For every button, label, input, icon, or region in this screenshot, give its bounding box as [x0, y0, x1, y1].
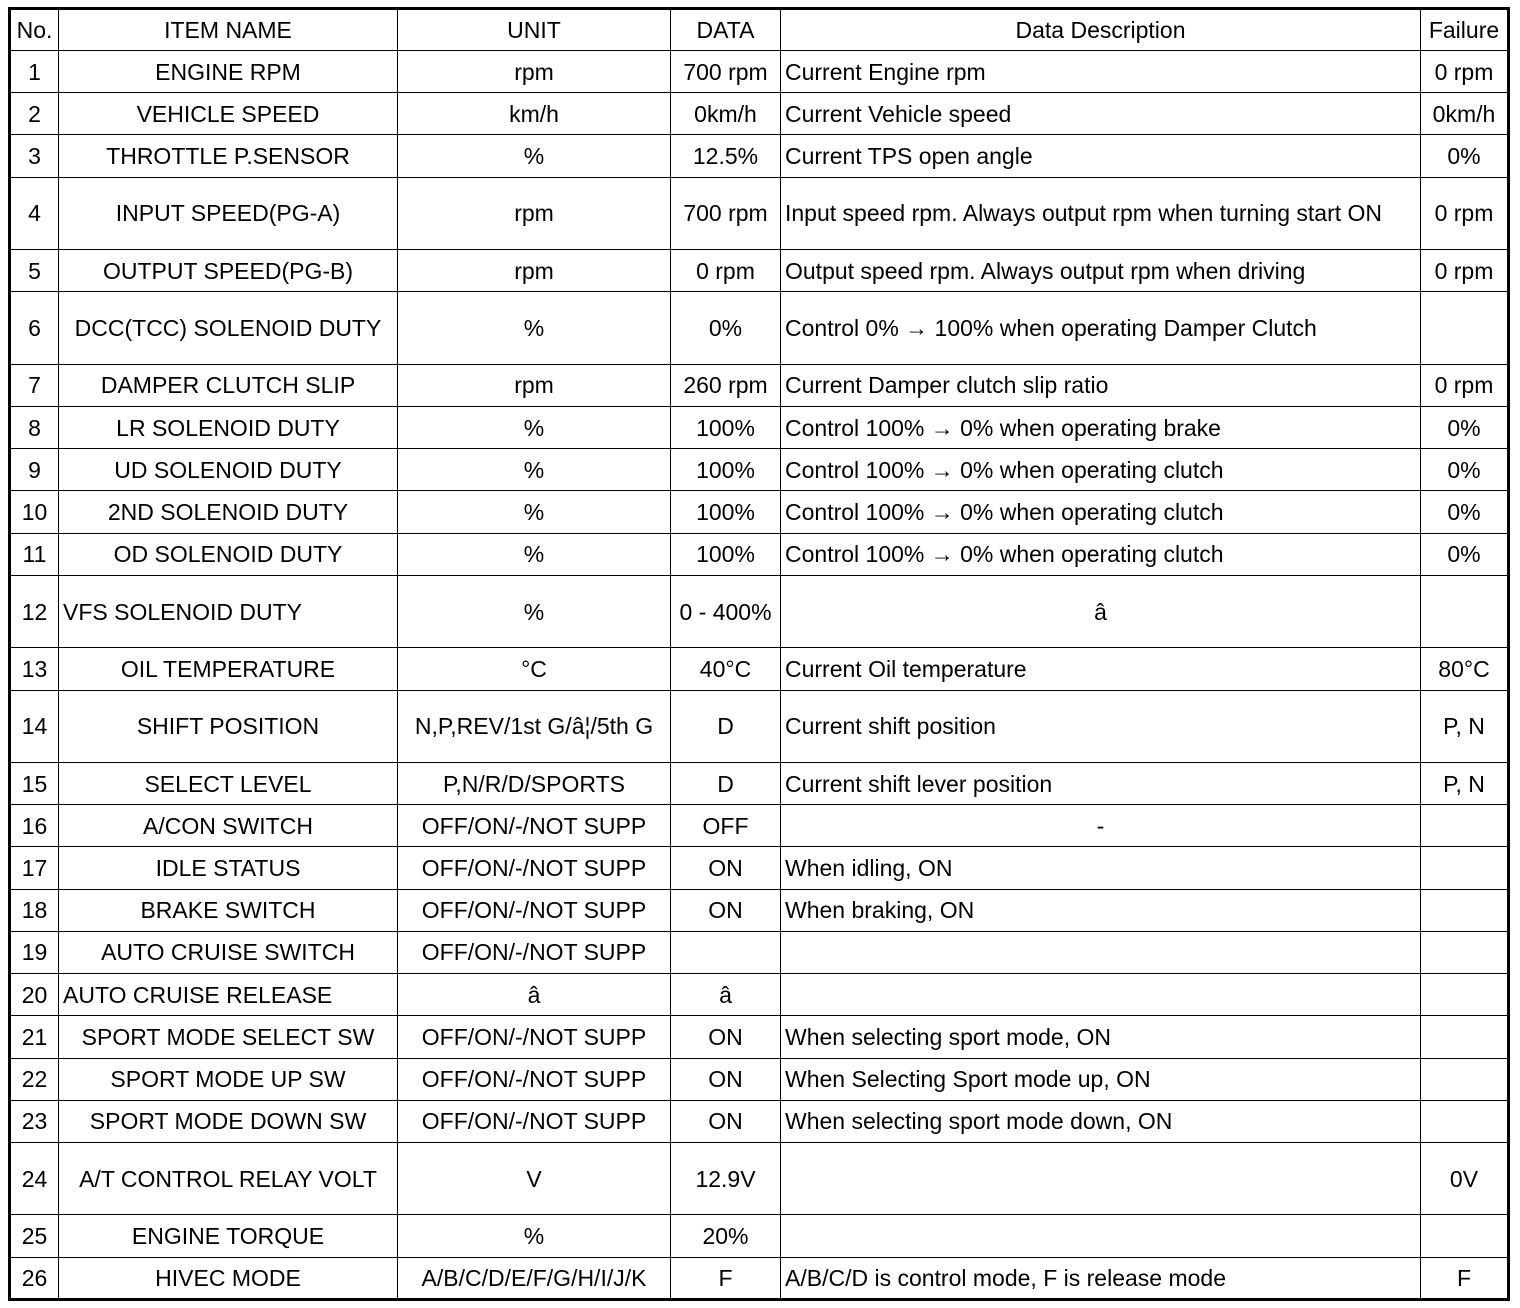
table-row — [10, 1215, 1509, 1257]
cell-item-name: SPORT MODE UP SW — [59, 1058, 398, 1100]
cell-description: Control 0% → 100% when operating Damper Clutch — [781, 292, 1421, 364]
cell-data — [671, 931, 781, 973]
cell-description: Current Engine rpm — [781, 51, 1421, 93]
cell-unit: OFF/ON/-/NOT SUPP — [398, 1016, 671, 1058]
cell-item-name: A/CON SWITCH — [59, 805, 398, 847]
header-row — [10, 9, 1509, 51]
cell-failure — [1421, 292, 1509, 364]
cell-item-name: LR SOLENOID DUTY — [59, 406, 398, 448]
cell-unit: N,P,REV/1st G/â¦/5th G — [398, 690, 671, 762]
cell-description: When selecting sport mode down, ON — [781, 1100, 1421, 1142]
cell-unit: OFF/ON/-/NOT SUPP — [398, 805, 671, 847]
cell-unit: â — [398, 974, 671, 1016]
table-row — [10, 575, 1509, 647]
cell-failure: 0% — [1421, 491, 1509, 533]
cell-no: 25 — [10, 1215, 59, 1257]
cell-failure — [1421, 805, 1509, 847]
cell-unit: V — [398, 1143, 671, 1215]
cell-description: When idling, ON — [781, 847, 1421, 889]
cell-data: ON — [671, 889, 781, 931]
cell-data: D — [671, 690, 781, 762]
cell-item-name: AUTO CRUISE SWITCH — [59, 931, 398, 973]
cell-unit: rpm — [398, 51, 671, 93]
cell-data: D — [671, 762, 781, 804]
cell-failure: 0% — [1421, 533, 1509, 575]
table-row — [10, 491, 1509, 533]
cell-unit: rpm — [398, 250, 671, 292]
cell-data: OFF — [671, 805, 781, 847]
cell-unit: % — [398, 406, 671, 448]
cell-data: 12.9V — [671, 1143, 781, 1215]
table-row — [10, 847, 1509, 889]
cell-item-name: ENGINE RPM — [59, 51, 398, 93]
cell-item-name: OUTPUT SPEED(PG-B) — [59, 250, 398, 292]
cell-unit: % — [398, 1215, 671, 1257]
cell-description: When braking, ON — [781, 889, 1421, 931]
cell-unit: rpm — [398, 364, 671, 406]
cell-unit: rpm — [398, 177, 671, 249]
cell-item-name: VEHICLE SPEED — [59, 93, 398, 135]
cell-description: When selecting sport mode, ON — [781, 1016, 1421, 1058]
cell-item-name: UD SOLENOID DUTY — [59, 449, 398, 491]
cell-no: 18 — [10, 889, 59, 931]
cell-no: 5 — [10, 250, 59, 292]
cell-item-name: DCC(TCC) SOLENOID DUTY — [59, 292, 398, 364]
table-row — [10, 364, 1509, 406]
cell-no: 12 — [10, 575, 59, 647]
cell-failure — [1421, 1215, 1509, 1257]
table-row — [10, 1257, 1509, 1299]
cell-data: ON — [671, 847, 781, 889]
cell-no: 6 — [10, 292, 59, 364]
cell-no: 4 — [10, 177, 59, 249]
cell-no: 17 — [10, 847, 59, 889]
cell-failure: 0 rpm — [1421, 177, 1509, 249]
cell-description: Current Oil temperature — [781, 648, 1421, 690]
cell-no: 1 — [10, 51, 59, 93]
table-row — [10, 889, 1509, 931]
cell-item-name: DAMPER CLUTCH SLIP — [59, 364, 398, 406]
table-row — [10, 648, 1509, 690]
cell-description: â — [781, 575, 1421, 647]
cell-failure: P, N — [1421, 762, 1509, 804]
table-row — [10, 135, 1509, 177]
table-row — [10, 406, 1509, 448]
cell-unit: OFF/ON/-/NOT SUPP — [398, 889, 671, 931]
cell-item-name: AUTO CRUISE RELEASE — [59, 974, 398, 1016]
cell-description: Control 100% → 0% when operating clutch — [781, 449, 1421, 491]
cell-description: Output speed rpm. Always output rpm when driving — [781, 250, 1421, 292]
cell-description: Current shift position — [781, 690, 1421, 762]
cell-failure: 80°C — [1421, 648, 1509, 690]
cell-unit: P,N/R/D/SPORTS — [398, 762, 671, 804]
table-row — [10, 762, 1509, 804]
cell-failure — [1421, 931, 1509, 973]
cell-description: Control 100% → 0% when operating clutch — [781, 533, 1421, 575]
cell-data: 100% — [671, 449, 781, 491]
cell-description — [781, 974, 1421, 1016]
cell-failure — [1421, 1016, 1509, 1058]
table-row — [10, 1016, 1509, 1058]
cell-description: When Selecting Sport mode up, ON — [781, 1058, 1421, 1100]
cell-item-name: HIVEC MODE — [59, 1257, 398, 1299]
cell-data: 0 rpm — [671, 250, 781, 292]
cell-no: 8 — [10, 406, 59, 448]
cell-data: 100% — [671, 406, 781, 448]
cell-data: ON — [671, 1058, 781, 1100]
cell-description: - — [781, 805, 1421, 847]
cell-data: 0% — [671, 292, 781, 364]
cell-no: 15 — [10, 762, 59, 804]
cell-data: 40°C — [671, 648, 781, 690]
cell-failure: P, N — [1421, 690, 1509, 762]
cell-failure — [1421, 847, 1509, 889]
cell-failure: 0V — [1421, 1143, 1509, 1215]
data-table — [8, 7, 1510, 1301]
cell-failure: 0 rpm — [1421, 250, 1509, 292]
cell-data: 100% — [671, 533, 781, 575]
cell-failure: 0% — [1421, 135, 1509, 177]
table-row — [10, 974, 1509, 1016]
cell-unit: °C — [398, 648, 671, 690]
cell-no: 21 — [10, 1016, 59, 1058]
cell-data: 100% — [671, 491, 781, 533]
header-failure: Failure — [1421, 9, 1509, 51]
cell-no: 13 — [10, 648, 59, 690]
table-row — [10, 250, 1509, 292]
cell-failure: 0km/h — [1421, 93, 1509, 135]
table-row — [10, 690, 1509, 762]
header-no: No. — [10, 9, 59, 51]
cell-unit: % — [398, 533, 671, 575]
cell-description: Control 100% → 0% when operating clutch — [781, 491, 1421, 533]
cell-unit: % — [398, 575, 671, 647]
cell-data: 700 rpm — [671, 51, 781, 93]
table-row — [10, 1100, 1509, 1142]
cell-item-name: INPUT SPEED(PG-A) — [59, 177, 398, 249]
cell-item-name: OD SOLENOID DUTY — [59, 533, 398, 575]
cell-data: â — [671, 974, 781, 1016]
table-row — [10, 805, 1509, 847]
cell-data: 12.5% — [671, 135, 781, 177]
cell-item-name: SHIFT POSITION — [59, 690, 398, 762]
table-row — [10, 93, 1509, 135]
header-item-name: ITEM NAME — [59, 9, 398, 51]
cell-unit: % — [398, 449, 671, 491]
cell-item-name: BRAKE SWITCH — [59, 889, 398, 931]
cell-no: 22 — [10, 1058, 59, 1100]
cell-no: 14 — [10, 690, 59, 762]
cell-failure: 0 rpm — [1421, 51, 1509, 93]
cell-item-name: 2ND SOLENOID DUTY — [59, 491, 398, 533]
cell-description: Current TPS open angle — [781, 135, 1421, 177]
header-unit: UNIT — [398, 9, 671, 51]
cell-description: A/B/C/D is control mode, F is release mode — [781, 1257, 1421, 1299]
cell-data: ON — [671, 1016, 781, 1058]
cell-data: 0km/h — [671, 93, 781, 135]
cell-data: 0 - 400% — [671, 575, 781, 647]
cell-no: 20 — [10, 974, 59, 1016]
cell-item-name: SPORT MODE DOWN SW — [59, 1100, 398, 1142]
cell-item-name: A/T CONTROL RELAY VOLT — [59, 1143, 398, 1215]
header-data: DATA — [671, 9, 781, 51]
cell-failure — [1421, 575, 1509, 647]
cell-description: Current Vehicle speed — [781, 93, 1421, 135]
cell-no: 23 — [10, 1100, 59, 1142]
cell-no: 9 — [10, 449, 59, 491]
table-row — [10, 449, 1509, 491]
cell-description: Current shift lever position — [781, 762, 1421, 804]
cell-item-name: IDLE STATUS — [59, 847, 398, 889]
cell-item-name: VFS SOLENOID DUTY — [59, 575, 398, 647]
cell-no: 3 — [10, 135, 59, 177]
cell-failure: F — [1421, 1257, 1509, 1299]
cell-failure — [1421, 889, 1509, 931]
cell-failure — [1421, 1058, 1509, 1100]
cell-description: Current Damper clutch slip ratio — [781, 364, 1421, 406]
table-row — [10, 292, 1509, 364]
cell-item-name: OIL TEMPERATURE — [59, 648, 398, 690]
cell-failure: 0 rpm — [1421, 364, 1509, 406]
cell-unit: % — [398, 292, 671, 364]
cell-data: ON — [671, 1100, 781, 1142]
cell-unit: km/h — [398, 93, 671, 135]
cell-unit: % — [398, 491, 671, 533]
cell-description: Input speed rpm. Always output rpm when turning start ON — [781, 177, 1421, 249]
cell-no: 11 — [10, 533, 59, 575]
cell-unit: OFF/ON/-/NOT SUPP — [398, 1100, 671, 1142]
cell-unit: OFF/ON/-/NOT SUPP — [398, 931, 671, 973]
cell-item-name: THROTTLE P.SENSOR — [59, 135, 398, 177]
cell-unit: OFF/ON/-/NOT SUPP — [398, 847, 671, 889]
cell-item-name: SELECT LEVEL — [59, 762, 398, 804]
cell-no: 10 — [10, 491, 59, 533]
cell-data: 260 rpm — [671, 364, 781, 406]
cell-no: 2 — [10, 93, 59, 135]
cell-no: 26 — [10, 1257, 59, 1299]
cell-item-name: ENGINE TORQUE — [59, 1215, 398, 1257]
table-row — [10, 533, 1509, 575]
table-row — [10, 1058, 1509, 1100]
cell-no: 7 — [10, 364, 59, 406]
cell-description: Control 100% → 0% when operating brake — [781, 406, 1421, 448]
cell-no: 16 — [10, 805, 59, 847]
table-body — [10, 51, 1509, 1300]
cell-no: 19 — [10, 931, 59, 973]
cell-failure — [1421, 974, 1509, 1016]
cell-failure: 0% — [1421, 449, 1509, 491]
cell-data: 700 rpm — [671, 177, 781, 249]
cell-description — [781, 1143, 1421, 1215]
cell-item-name: SPORT MODE SELECT SW — [59, 1016, 398, 1058]
cell-data: 20% — [671, 1215, 781, 1257]
cell-failure — [1421, 1100, 1509, 1142]
table-row — [10, 931, 1509, 973]
cell-description — [781, 1215, 1421, 1257]
cell-failure: 0% — [1421, 406, 1509, 448]
table-row — [10, 177, 1509, 249]
cell-unit: % — [398, 135, 671, 177]
cell-data: F — [671, 1257, 781, 1299]
cell-no: 24 — [10, 1143, 59, 1215]
table-row — [10, 51, 1509, 93]
header-data-description: Data Description — [781, 9, 1421, 51]
cell-unit: A/B/C/D/E/F/G/H/I/J/K — [398, 1257, 671, 1299]
table-row — [10, 1143, 1509, 1215]
cell-description — [781, 931, 1421, 973]
cell-unit: OFF/ON/-/NOT SUPP — [398, 1058, 671, 1100]
